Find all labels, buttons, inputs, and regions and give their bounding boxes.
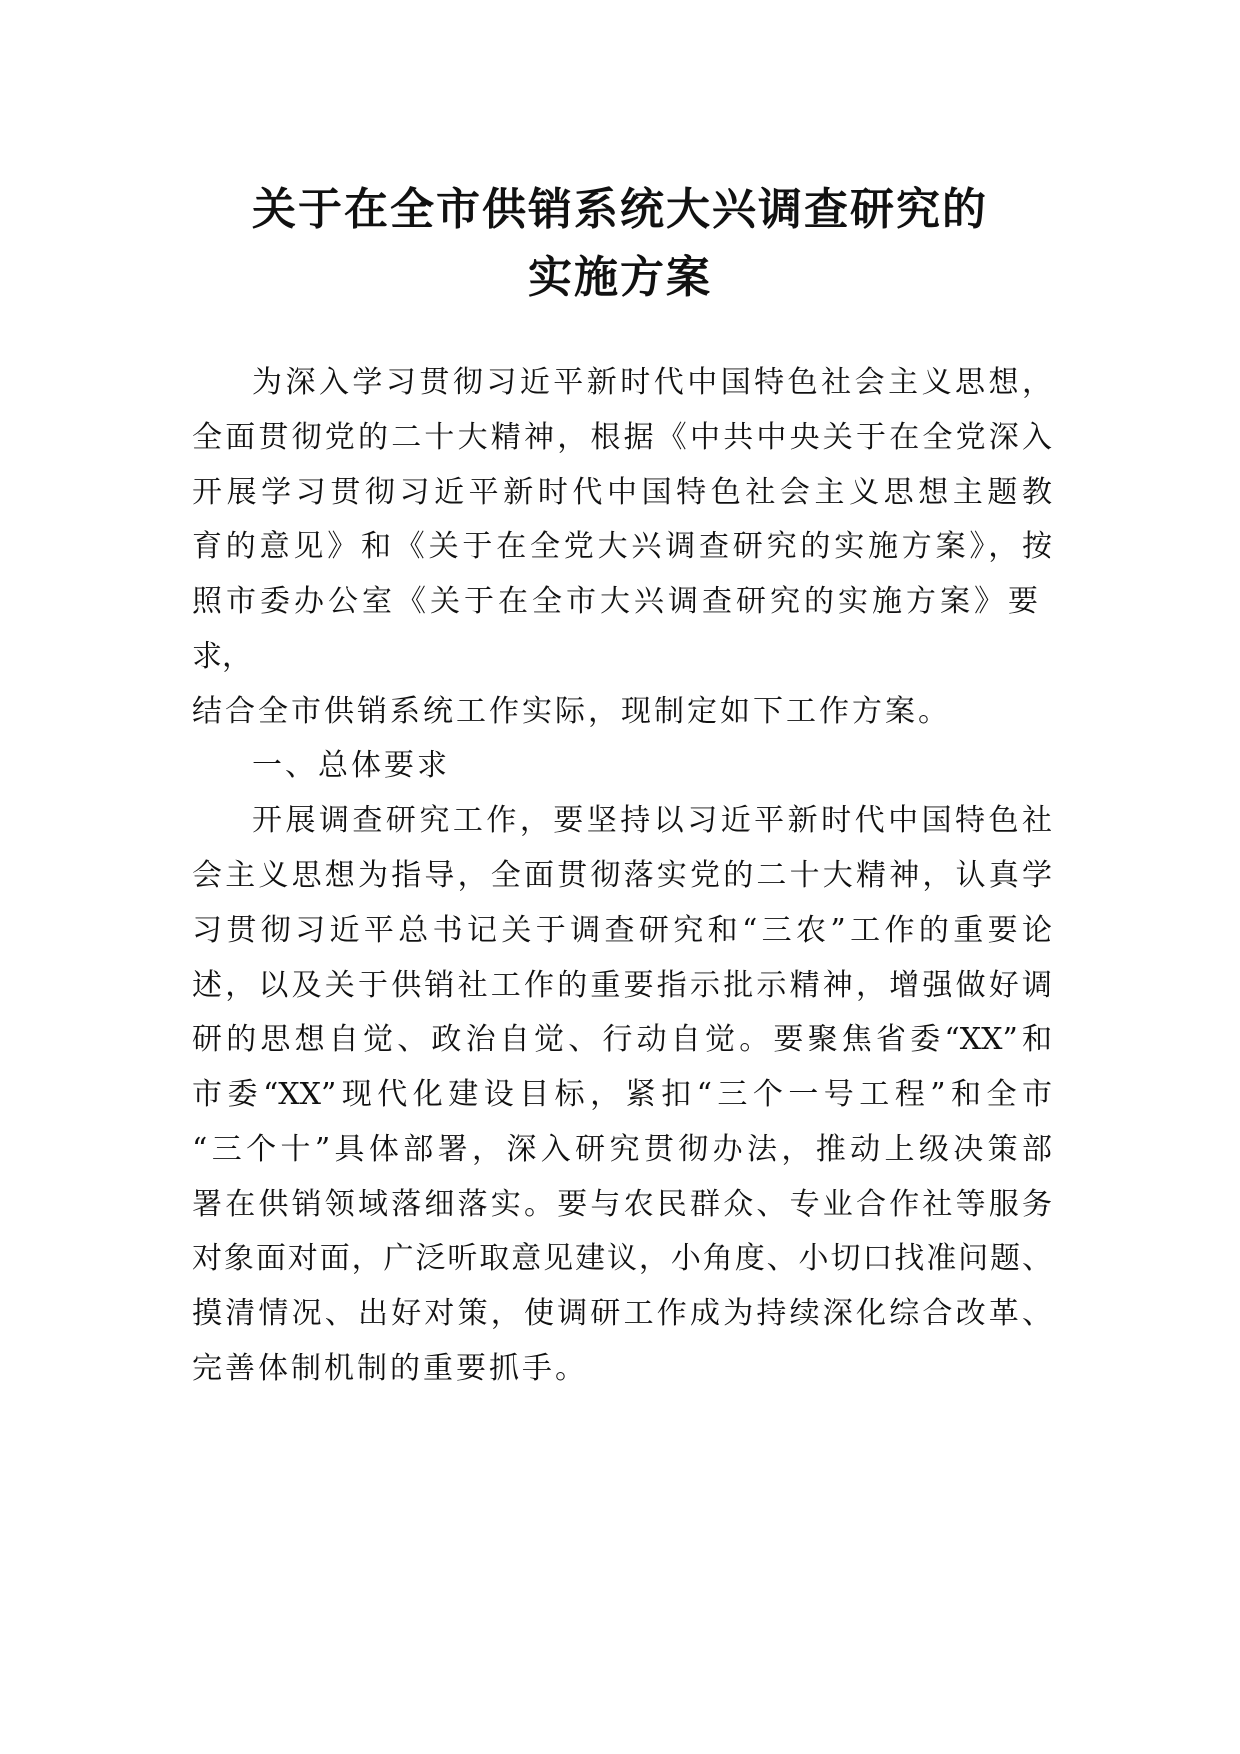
- paragraph-line: 完善体制机制的重要抓手。: [192, 1351, 588, 1386]
- paragraph-line: 求，: [192, 639, 252, 674]
- paragraph-line: 开展调查研究工作，要坚持以习近平新时代中国特色社: [252, 803, 1052, 838]
- paragraph-line: 研的思想自觉、政治自觉、行动自觉。要聚焦省委“XX”和: [192, 1022, 1052, 1057]
- section-heading: 一、总体要求: [252, 748, 450, 783]
- paragraph-line: 对象面对面，广泛听取意见建议，小角度、小切口找准问题、: [192, 1241, 1052, 1276]
- paragraph-line: 摸清情况、出好对策，使调研工作成为持续深化综合改革、: [192, 1296, 1052, 1331]
- paragraph-line: 照市委办公室《关于在全市大兴调查研究的实施方案》要: [192, 584, 1042, 619]
- document-title-line-1: 关于在全市供销系统大兴调查研究的: [252, 184, 988, 235]
- paragraph-line: “三个十”具体部署，深入研究贯彻办法，推动上级决策部: [192, 1132, 1052, 1167]
- paragraph-line: 全面贯彻党的二十大精神，根据《中共中央关于在全党深入: [192, 420, 1052, 455]
- paragraph-line: 结合全市供销系统工作实际，现制定如下工作方案。: [192, 694, 951, 729]
- paragraph-line: 署在供销领域落细落实。要与农民群众、专业合作社等服务: [192, 1187, 1052, 1222]
- paragraph-line: 开展学习贯彻习近平新时代中国特色社会主义思想主题教: [192, 475, 1052, 510]
- paragraph-line: 育的意见》和《关于在全党大兴调查研究的实施方案》，按: [192, 529, 1052, 564]
- paragraph-line: 为深入学习贯彻习近平新时代中国特色社会主义思想，: [252, 365, 1052, 400]
- paragraph-line: 会主义思想为指导，全面贯彻落实党的二十大精神，认真学: [192, 858, 1052, 893]
- paragraph-line: 述，以及关于供销社工作的重要指示批示精神，增强做好调: [192, 968, 1052, 1003]
- document-title-line-2: 实施方案: [528, 252, 712, 303]
- paragraph-line: 习贯彻习近平总书记关于调查研究和“三农”工作的重要论: [192, 913, 1052, 948]
- paragraph-line: 市委“XX”现代化建设目标，紧扣“三个一号工程”和全市: [192, 1077, 1052, 1112]
